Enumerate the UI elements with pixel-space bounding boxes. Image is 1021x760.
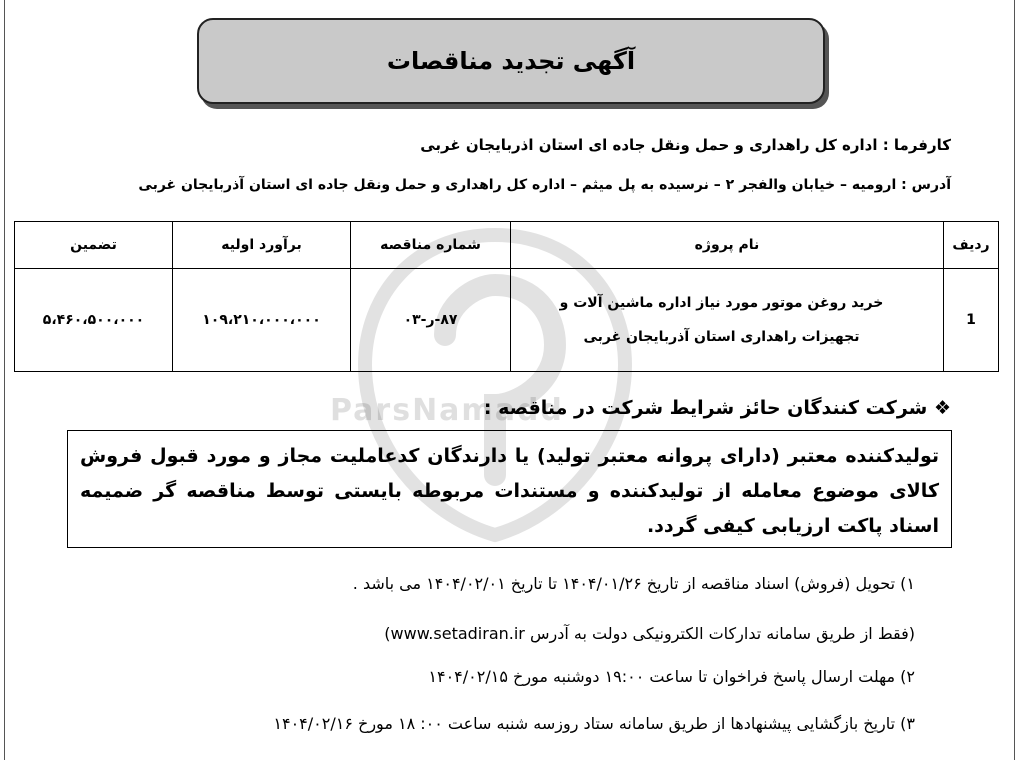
employer-line: کارفرما : اداره کل راهداری و حمل ونقل جاده ای استان اذربایجان غربی (420, 136, 951, 154)
header-estimate: برآورد اولیه (173, 222, 351, 269)
project-name-line1: خرید روغن موتور مورد نیاز اداره ماشین آلات و (559, 295, 884, 311)
header-guarantee: تضمین (15, 222, 173, 269)
header-tender-number: شماره مناقصه (351, 222, 511, 269)
page-title: آگهی تجدید مناقصات (386, 47, 636, 75)
conditions-box (67, 430, 952, 548)
header-project-name: نام پروژه (511, 222, 944, 269)
title-box (197, 18, 825, 104)
item-delivery: ۱) تحویل (فروش) اسناد مناقصه از تاریخ ۱۴۰۴/۰۱/۲۶ تا تاریخ ۱۴۰۴/۰۲/۰۱ می باشد . (352, 574, 915, 593)
item-opening-date: ۳) تاریخ بازگشایی پیشنهادها از طریق سامانه ستاد روزسه شنبه ساعت ۰۰: ۱۸ مورخ ۱۴۰۴/۰۲/۱۶ (273, 714, 915, 733)
row-estimate: ۱۰۹،۲۱۰،۰۰۰،۰۰۰ (173, 269, 351, 372)
conditions-heading: ❖ شرکت کنندگان حائز شرایط شرکت در مناقصه : (483, 397, 951, 419)
page-frame (4, 0, 1015, 760)
conditions-text: تولیدکننده معتبر (دارای پروانه معتبر تولید) یا دارندگان کدعاملیت مجاز و مورد قبول فروش کالای موضوع معامله از تولیدکننده و مستندات مربوطه بایستی توسط مناقصه گر ضمیمه اسناد پاکت ارزیابی کیفی گردد. (80, 445, 939, 537)
item-delivery-note: (فقط از طریق سامانه تدارکات الکترونیکی دولت به آدرس www.setadiran.ir) (384, 624, 915, 643)
row-project-name (511, 269, 944, 372)
header-radif: ردیف (944, 222, 999, 269)
item-deadline: ۲) مهلت ارسال پاسخ فراخوان تا ساعت ۱۹:۰۰ دوشنبه مورخ ۱۴۰۴/۰۲/۱۵ (428, 667, 915, 686)
tender-table (14, 221, 999, 372)
watermark-text: ParsNamadd (330, 393, 564, 428)
row-tender-number: ۸۷-ر-۰۳ (351, 269, 511, 372)
project-name-line2: تجهیزات راهداری استان آذربایجان غربی (583, 329, 860, 345)
table-row (15, 269, 999, 372)
table-header-row (15, 222, 999, 269)
address-line: آدرس : ارومیه – خیابان والفجر ۲ – نرسیده به پل میثم – اداره کل راهداری و حمل ونقل جاده ای استان آذربایجان غربی (138, 177, 951, 193)
row-guarantee: ۵،۴۶۰،۵۰۰،۰۰۰ (15, 269, 173, 372)
row-radif: 1 (944, 269, 999, 372)
